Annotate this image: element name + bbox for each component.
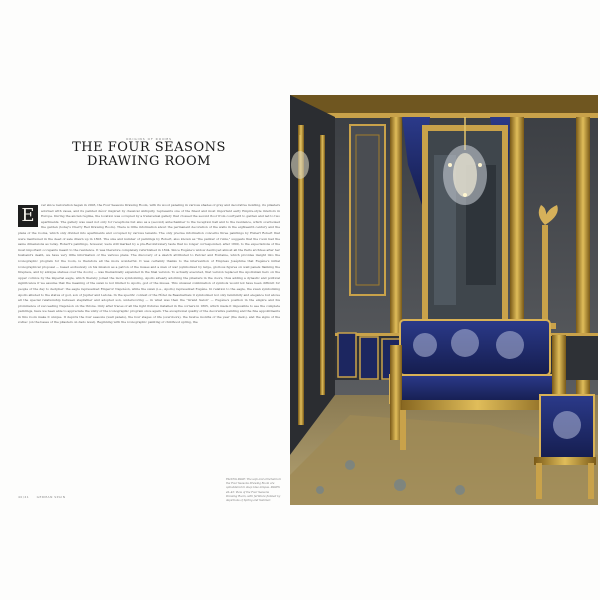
article-body (18, 203, 280, 486)
folio (18, 495, 71, 499)
running-footer: GERMAN SPAIN (36, 495, 66, 499)
section-kicker: ORIGINS OF ROOMS (126, 137, 172, 141)
gilded-salon-photo (290, 95, 598, 505)
pilaster-1 (390, 117, 402, 347)
page-title (18, 141, 280, 169)
title-line-1: THE FOUR SEASONS (72, 140, 226, 155)
body-paragraph: ver since restoration began in 2003, the Four Seasons Drawing Room, with its wood paneling in various shades of gray and decorative molding, its pilasters adorned with vases, and its painted décor inspired by classical Antiquity, represents one of the finest and most important early Empire-style interiors in Europe. During the ancien régime, the location was occupied by a transversal gallery that crossed the second floor from courtyard to garden and led to two apartments. The gallery was used not only for receptions but also as a (second) antechamber to the reception hall and to the residence, which overlooked the garden (today's Cherry Red Drawing Room). There is little information about the permanent decoration of the walls in the eighteenth century and the plans of the rooms, which only divided into apartments and occupied by various tenants. The only precise information concerns three paintings by Hubert Robert that were mentioned in the deed of sale drawn up in 1803. The size and number of paintings by Robert, also known as "the painter of ruins," suggests that the room had the same dimensions as today. Robert's paintings, however, were still marked by a pre-Revolutionary taste that no longer corresponded, after 1800, to the expectations of the most important occupants meant to the residence. It was therefore completely refurbished in 1804. Since Eugène's widow destroyed almost all the Paris archives after her husband's death, we have very little information of the various plans. The discovery of a sketch attributed to Percier and Fontaine, which provides insight into the iconographic program for the room, is therefore all the more wonderful. It was certainly thanks to the intervention of Empress Joséphine that Eugène's initial iconographical proposal — based exclusively on his mission as a patron of the muses and a man of war (symbolized by large, glorious figures on wall panels flanking the fireplace, and by antique statues over the doors) — was thematically expanded in the final version. To actually executed, that version replaced the Apollonian hero on the upper cornice by the imperial eagle, which thereby joined the more symbolizing, Apollo already adorning the pilasters in the doors, thus adding a dynastic and political significance if we assume that the meaning of the swan is not limited to Apollo, god of the muses. This unusual combination of symbols would not have been difficult for people of the day to decipher: the eagle represented Emperor Napoléon, while the swan (i.e., Apollo) represented Eugène. In relation to the eagle, the swan symbolizing Apollo alluded to the status of god, son of Jupiter and Latona. In the specific context of the Hôtel de Beauharnais it symbolized not only femininity and elegance but above all the special relationship between stepfather and adopted son, underscoring — in what was then the "Grand Salon" — Eugène's position in the empire and his prominence of succeeding Napoléon on the throne. Only after traces of all the light fixtures installed in the corners in 1805, which made it impossible to see the complete paintings, have we been able to appreciate the unity of the iconographic program once again. The exceptional quality of the decorative painting and the fine appointments in this room make it unique. It depicts the four seasons (wall panels), the four stages of life (overdoors), the twelve months of the year (the dado), and the signs of the zodiac (on the bases of the pilasters on dado level). Beginning with the iconographic painting of childhood spring, the (18, 203, 280, 325)
body-text-block (18, 203, 280, 486)
page-number: 40/41 (18, 495, 30, 499)
dropcap: E (18, 205, 38, 227)
title-line-2: DRAWING ROOM (87, 154, 211, 169)
photo-illustration (290, 95, 598, 505)
left-page (18, 95, 280, 505)
photo-caption: FACING PAGE: The sofa and armchairs in the Four Seasons Drawing Room are upholstered in deep blue lampas. PAGES 42–43: View of the Four Seasons Drawing Room, with furniture flanked by depictions of Spring and Summer. (226, 478, 281, 503)
wall-panel-left (350, 125, 385, 295)
side-wall (290, 95, 335, 455)
